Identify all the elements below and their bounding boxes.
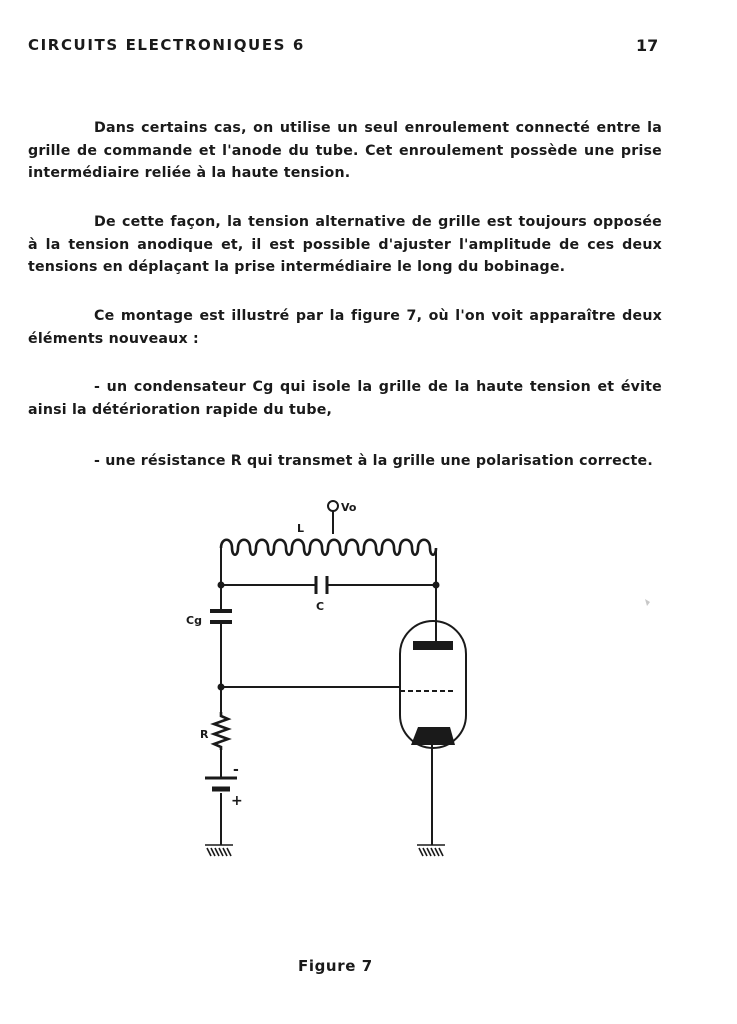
paragraph-resistor-r: - une résistance R qui transmet à la grille une polarisation correcte. [94, 453, 653, 469]
junction-dot [433, 582, 440, 589]
junction-dot [218, 582, 225, 589]
paragraph-grid-voltage: De cette façon, la tension alternative de grille est toujours opposée à la tension anodique et, il est possible d'ajuster l'amplitude de ces deux tensions en déplaçant la prise intermédiaire le long du bobinage. [28, 214, 662, 275]
label-cg: Cg [186, 614, 202, 627]
label-plus: + [231, 793, 243, 809]
paragraph-capacitor-cg: - un condensateur Cg qui isole la grille de la haute tension et évite ainsi la détérioration rapide du tube, [28, 379, 662, 418]
label-minus: - [233, 762, 239, 778]
vo-terminal [328, 501, 338, 511]
ground-symbol-left [205, 845, 233, 856]
paragraph-single-winding: Dans certains cas, on utilise un seul enroulement connecté entre la grille de commande et l'anode du tube. Cet enroulement possède une prise intermédiaire reliée à la haute tension. [28, 120, 662, 181]
tube-anode [413, 641, 453, 650]
paragraph-figure-intro: Ce montage est illustré par la figure 7, où l'on voit apparaître deux éléments nouveaux : [28, 308, 662, 347]
label-vo: Vo [341, 501, 357, 514]
tube-cathode [411, 727, 455, 745]
label-r: R [200, 728, 209, 741]
paper-speck [645, 599, 650, 606]
label-c: C [316, 600, 325, 613]
page-number: 17 [636, 36, 659, 55]
label-l: L [297, 522, 305, 535]
cap-cg-plate-top [210, 609, 232, 613]
running-header-title: CIRCUITS ELECTRONIQUES 6 [28, 36, 305, 54]
cap-cg-plate-bottom [210, 620, 232, 624]
junction-dot [218, 684, 225, 691]
ground-symbol-right [417, 845, 445, 856]
figure-caption: Figure 7 [298, 957, 373, 975]
coil-l [221, 540, 436, 555]
resistor-r [214, 712, 228, 750]
